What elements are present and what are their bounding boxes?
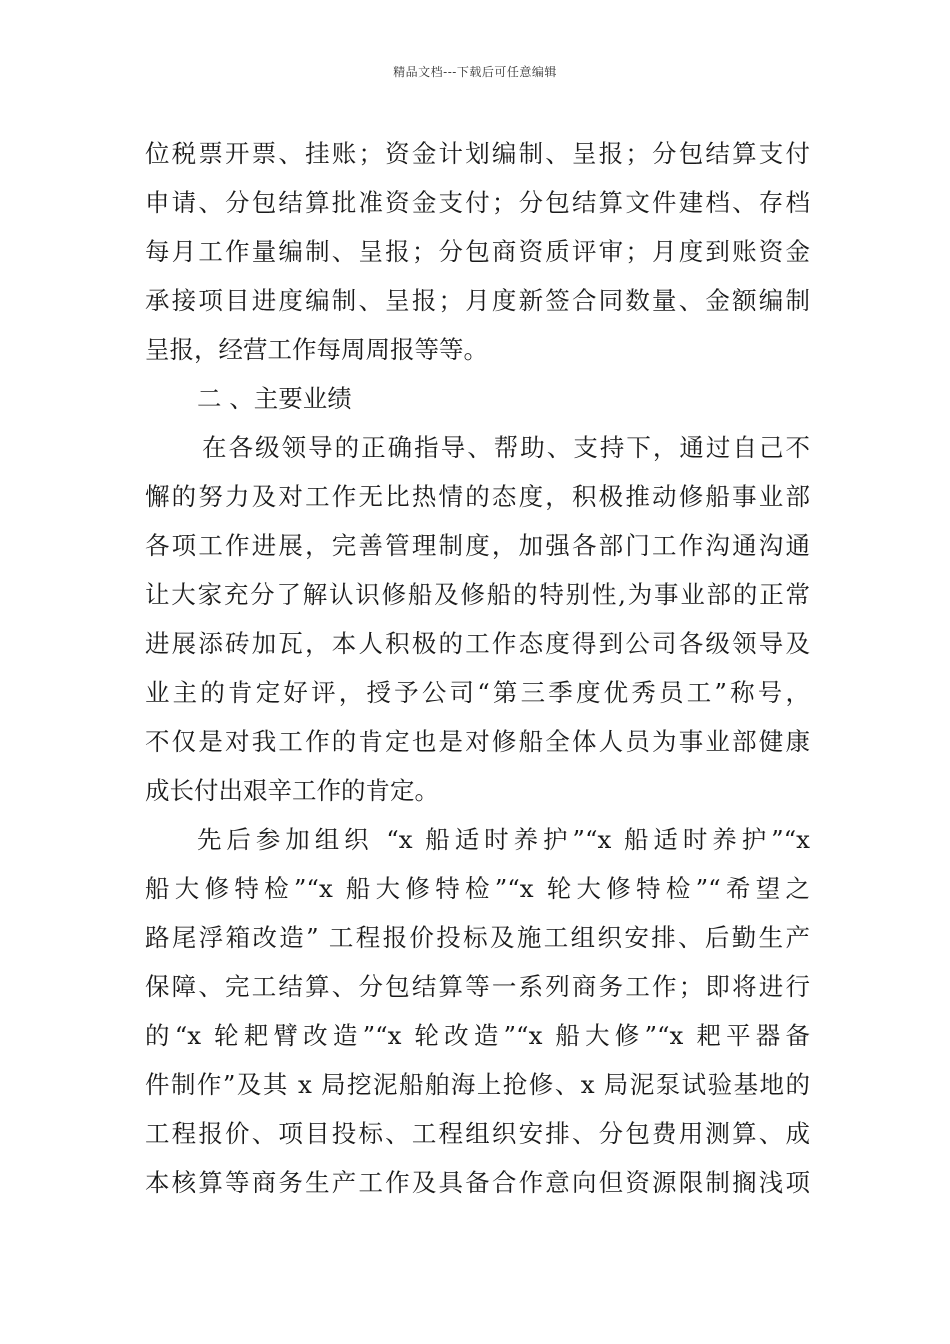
text-line: 件制作”及其 x 局挖泥船舶海上抢修、x 局泥泵试验基地的	[145, 1070, 810, 1099]
text-line: 业主的肯定好评，授予公司“第三季度优秀员工”称号，	[145, 678, 810, 707]
text-line: 呈报，经营工作每周周报等等。	[145, 335, 488, 364]
text-line: 位税票开票、挂账；资金计划编制、呈报；分包结算支付	[145, 139, 810, 168]
section-heading: 二 、主要业绩	[197, 384, 352, 413]
text-line: 保障、完工结算、分包结算等一系列商务工作；即将进行	[145, 972, 810, 1001]
text-line: 工程报价、项目投标、工程组织安排、分包费用测算、成	[145, 1119, 810, 1148]
text-line: 申请、分包结算批准资金支付；分包结算文件建档、存档	[145, 188, 810, 217]
page-header: 精品文档---下载后可任意编辑	[393, 65, 557, 79]
text-line: 懈的努力及对工作无比热情的态度，积极推动修船事业部	[145, 482, 810, 511]
text-line: 先后参加组织 “x 船适时养护”“x 船适时养护”“x	[197, 825, 810, 854]
text-line: 不仅是对我工作的肯定也是对修船全体人员为事业部健康	[145, 727, 810, 756]
text-line: 在各级领导的正确指导、帮助、支持下，通过自己不	[202, 433, 810, 462]
text-line: 的“x 轮耙臂改造”“x 轮改造”“x 船大修”“x 耙平器备	[145, 1021, 810, 1050]
text-line: 每月工作量编制、呈报；分包商资质评审；月度到账资金	[145, 237, 810, 266]
text-line: 路尾浮箱改造” 工程报价投标及施工组织安排、后勤生产	[145, 923, 810, 952]
text-line: 进展添砖加瓦，本人积极的工作态度得到公司各级领导及	[145, 629, 810, 658]
text-line: 各项工作进展，完善管理制度，加强各部门工作沟通沟通	[145, 531, 810, 560]
document-body	[145, 129, 810, 1207]
text-line: 承接项目进度编制、呈报；月度新签合同数量、金额编制	[145, 286, 810, 315]
text-line: 船大修特检”“x 船大修特检”“x 轮大修特检”“希望之	[145, 874, 810, 903]
text-line: 成长付出艰辛工作的肯定。	[145, 776, 439, 805]
text-line: 本核算等商务生产工作及具备合作意向但资源限制搁浅项	[145, 1168, 810, 1197]
text-line: 让大家充分了解认识修船及修船的特别性,为事业部的正常	[145, 580, 810, 609]
